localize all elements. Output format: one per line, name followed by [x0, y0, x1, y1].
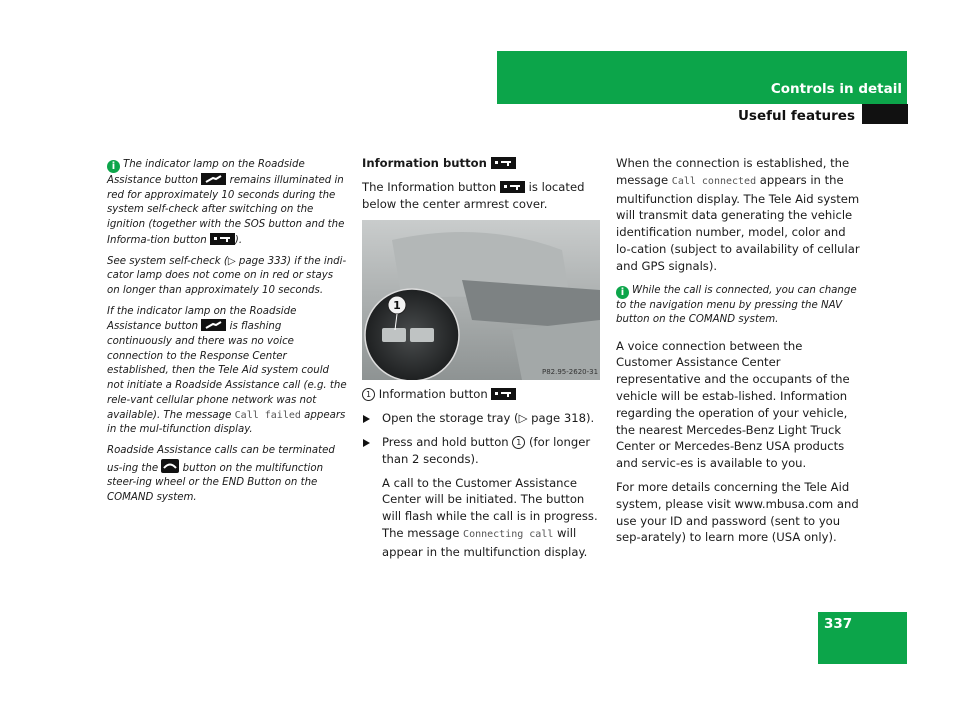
connecting-call-message: Connecting call	[463, 528, 554, 540]
notes-column	[107, 158, 347, 512]
intro-paragraph: The Information button is located below the center armrest cover.	[362, 179, 585, 211]
call-connected-message: Call connected	[671, 175, 757, 187]
note-terminate: Roadside Assistance calls can be terminated us-ing the button on the multifunction steer-ing wheel or the END Button on the COMAND system.	[107, 444, 335, 504]
note-flashing: If the indicator lamp on the Roadside Assistance button is flashing continuously and there was no voice connection to the Response Center established, then the Tele Aid system could not initiate a Roadside Assistance call (e.g. the rele-vant cellular phone network was not available). The message Call failed appears in the mul-tifunction display.	[107, 305, 347, 436]
info-icon: i	[616, 286, 629, 299]
photo-callout-number: 1	[393, 299, 401, 313]
information-button-column	[362, 155, 602, 568]
header-black-tab	[862, 104, 908, 124]
page-number: 337	[824, 616, 853, 632]
nav-note: i While the call is connected, you can change to the navigation menu by pressing the NAV button on the COMAND system.	[616, 284, 857, 326]
note-self-check: See system self-check (▷ page 333) if the indi-cator lamp does not come on in red or stays on longer than approximately 10 seconds.	[107, 255, 347, 296]
voice-connection-paragraph: A voice connection between the Customer Assistance Center representative and the occupants of the vehicle will be estab-lished. Information regarding the operation of your vehicle, the nearest Mercedes-Benz Light Truck Center or Mercedes-Benz USA products and servic-es is available to you.	[616, 338, 850, 471]
section-heading: Information button	[362, 155, 602, 172]
armrest-photo	[362, 220, 600, 380]
bullet-arrow-icon	[363, 439, 370, 447]
note-indicator-lamp: i The indicator lamp on the Roadside Assistance button remains illuminated in red for approximately 10 seconds during the system self-check after switching on the ignition (together with the SOS button and the Informa-tion button ).	[107, 159, 345, 246]
photo-reference: P82.95-2620-31	[542, 368, 599, 377]
connection-column	[616, 155, 860, 553]
call-failed-message: Call failed	[234, 409, 301, 421]
section-title: Controls in detail	[770, 81, 902, 97]
info-icon: i	[107, 160, 120, 173]
bullet-arrow-icon	[363, 415, 370, 423]
connection-paragraph: When the connection is established, the message Call connected appears in the multifunction display. The Tele Aid system will transmit data generating the vehicle identification number, model, color and lo-cation (subject to availability of cellular and GPS signals).	[616, 156, 860, 273]
information-button-icon	[491, 388, 516, 400]
roadside-assistance-icon	[201, 173, 226, 185]
step-press-button: Press and hold button 1 (for longer than 2 seconds).	[362, 434, 602, 468]
information-button-icon	[491, 157, 516, 169]
roadside-assistance-icon	[201, 319, 226, 331]
subsection-title: Useful features	[737, 108, 855, 124]
information-button-icon	[210, 233, 235, 245]
photo-caption: 1 Information button	[362, 386, 602, 403]
information-button-icon	[500, 181, 525, 193]
step-result: A call to the Customer Assistance Center will be initiated. The button will flash while the call is in progress. The message Connecting call will appear in the multifunction display.	[382, 475, 598, 559]
details-paragraph: For more details concerning the Tele Aid system, please visit www.mbusa.com and use your ID and password (sent to you sep-arately) to learn more (USA only).	[616, 479, 859, 545]
step-open-tray: Open the storage tray (▷ page 318).	[362, 410, 602, 427]
end-call-icon	[161, 459, 179, 473]
